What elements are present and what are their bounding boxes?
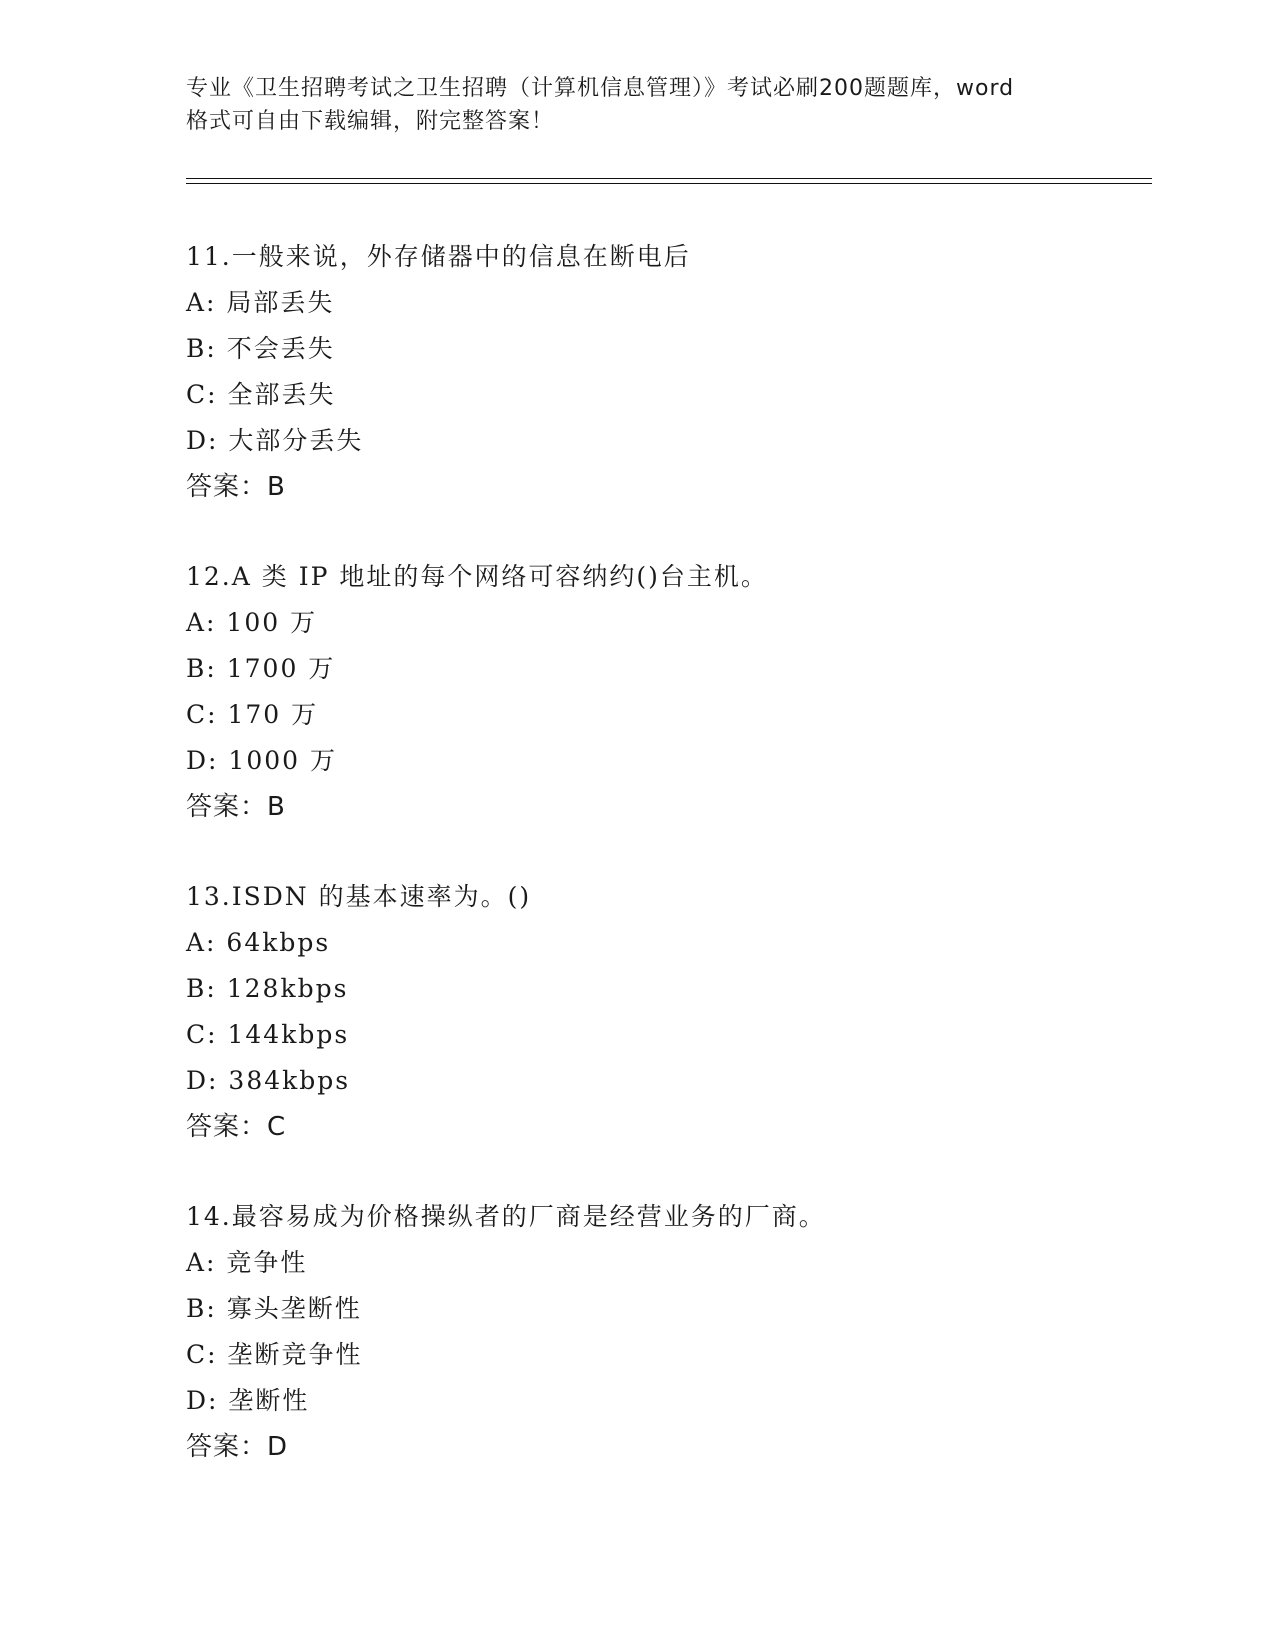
option-d: D: 1000 万 xyxy=(186,746,337,775)
option-a: A: 竞争性 xyxy=(186,1248,308,1277)
option-b: B: 128kbps xyxy=(186,974,349,1003)
option-a: A: 局部丢失 xyxy=(186,288,335,317)
document-header xyxy=(186,72,1086,138)
answer-line: 答案：B xyxy=(186,792,286,822)
header-divider-top xyxy=(186,178,1152,179)
header-line-2: 格式可自由下载编辑，附完整答案！ xyxy=(186,109,555,134)
question-stem: 12.A 类 IP 地址的每个网络可容纳约()台主机。 xyxy=(186,562,768,591)
option-c: C: 170 万 xyxy=(186,700,319,729)
answer-line: 答案：C xyxy=(186,1112,287,1142)
header-line-1: 专业《卫生招聘考试之卫生招聘（计算机信息管理）》考试必刷200题题库，word xyxy=(186,76,1015,101)
option-b: B: 1700 万 xyxy=(186,654,336,683)
question-12 xyxy=(186,554,1146,830)
question-stem: 11.一般来说，外存储器中的信息在断电后 xyxy=(186,242,691,271)
answer-line: 答案：B xyxy=(186,472,286,502)
option-a: A: 100 万 xyxy=(186,608,318,637)
option-b: B: 不会丢失 xyxy=(186,334,335,363)
option-d: D: 垄断性 xyxy=(186,1386,310,1415)
option-b: B: 寡头垄断性 xyxy=(186,1294,362,1323)
option-c: C: 全部丢失 xyxy=(186,380,336,409)
question-stem: 13.ISDN 的基本速率为。() xyxy=(186,882,532,911)
option-d: D: 384kbps xyxy=(186,1066,351,1095)
header-divider-bottom xyxy=(186,183,1152,184)
option-c: C: 144kbps xyxy=(186,1020,350,1049)
question-stem: 14.最容易成为价格操纵者的厂商是经营业务的厂商。 xyxy=(186,1202,826,1231)
question-11 xyxy=(186,234,1146,510)
option-a: A: 64kbps xyxy=(186,928,331,957)
option-d: D: 大部分丢失 xyxy=(186,426,364,455)
answer-line: 答案：D xyxy=(186,1432,289,1462)
question-14 xyxy=(186,1194,1146,1470)
question-13 xyxy=(186,874,1146,1150)
option-c: C: 垄断竞争性 xyxy=(186,1340,363,1369)
